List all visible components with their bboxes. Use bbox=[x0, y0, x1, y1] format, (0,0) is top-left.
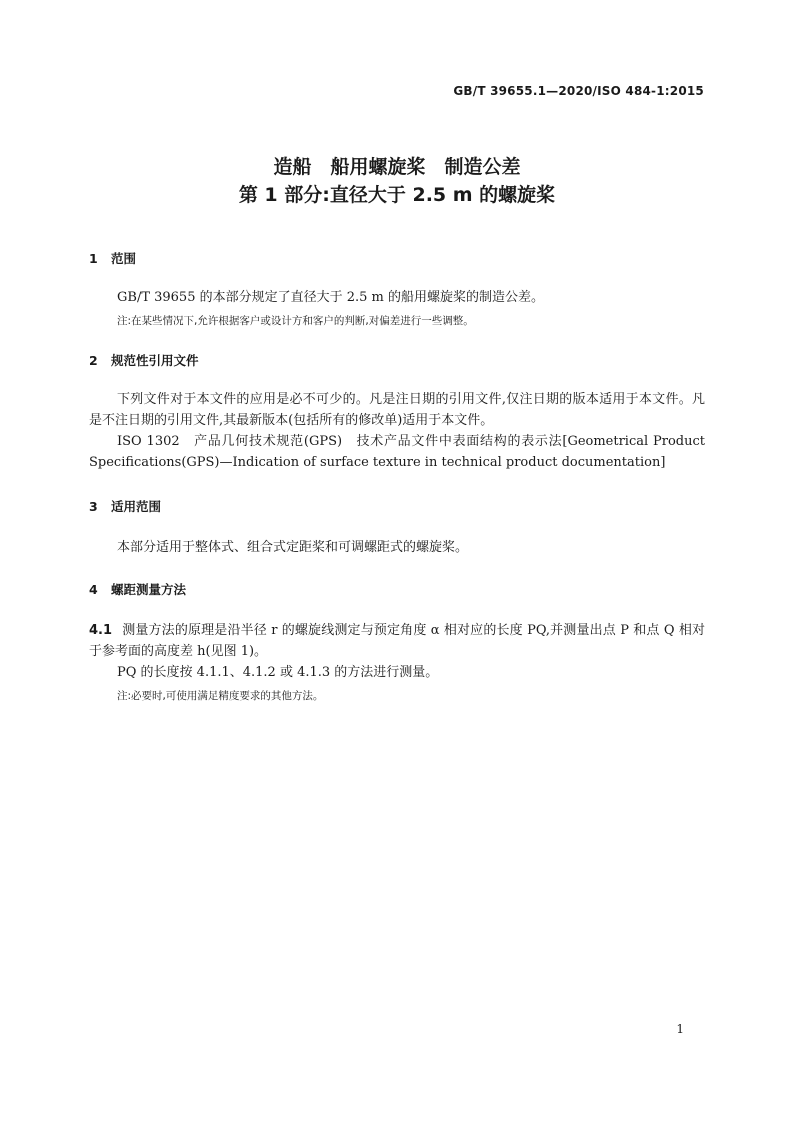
standard-number: GB/T 39655.1—2020/ISO 484-1:2015 bbox=[453, 84, 704, 98]
section-number: 2 bbox=[89, 353, 98, 368]
clause-number: 4.1 bbox=[89, 623, 113, 638]
clause-4-1 bbox=[89, 620, 705, 662]
scope-note: 注:在某些情况下,允许根据客户或设计方和客户的判断,对偏差进行一些调整。 bbox=[117, 315, 474, 327]
section-heading-pitch-measurement bbox=[89, 580, 186, 598]
section-title: 规范性引用文件 bbox=[111, 353, 199, 368]
clause-text: 测量方法的原理是沿半径 r 的螺旋线测定与预定角度 α 相对应的长度 PQ,并测量出点 P 和点 Q 相对于参考面的高度差 h(见图 1)。 bbox=[89, 623, 705, 659]
document-title-line-2: 第 1 部分:直径大于 2.5 m 的螺旋桨 bbox=[238, 184, 556, 206]
section-heading-normative-references bbox=[89, 351, 199, 369]
section-title: 适用范围 bbox=[111, 499, 162, 514]
section-title: 范围 bbox=[111, 251, 137, 266]
scope-paragraph: GB/T 39655 的本部分规定了直径大于 2.5 m 的船用螺旋桨的制造公差。 bbox=[117, 290, 545, 305]
normative-references-paragraph: 下列文件对于本文件的应用是必不可少的。凡是注日期的引用文件,仅注日期的版本适用于本文件。凡是不注日期的引用文件,其最新版本(包括所有的修改单)适用于本文件。 bbox=[89, 392, 705, 428]
pitch-note: 注:必要时,可使用满足精度要求的其他方法。 bbox=[117, 690, 324, 702]
application-paragraph: 本部分适用于整体式、组合式定距桨和可调螺距式的螺旋桨。 bbox=[117, 540, 469, 555]
page-number: 1 bbox=[676, 1022, 684, 1036]
section-title: 螺距测量方法 bbox=[111, 582, 187, 597]
reference-iso-1302: ISO 1302 产品几何技术规范(GPS) 技术产品文件中表面结构的表示法[Geometrical Product Specifications(GPS)—Indication of surface texture in technical product documentation] bbox=[89, 434, 705, 470]
pq-measurement-paragraph: PQ 的长度按 4.1.1、4.1.2 或 4.1.3 的方法进行测量。 bbox=[117, 665, 439, 680]
section-heading-application bbox=[89, 497, 161, 515]
section-number: 4 bbox=[89, 582, 98, 597]
document-title-line-1: 造船 船用螺旋桨 制造公差 bbox=[273, 156, 521, 178]
section-heading-scope bbox=[89, 249, 136, 267]
section-number: 3 bbox=[89, 499, 98, 514]
section-number: 1 bbox=[89, 251, 98, 266]
